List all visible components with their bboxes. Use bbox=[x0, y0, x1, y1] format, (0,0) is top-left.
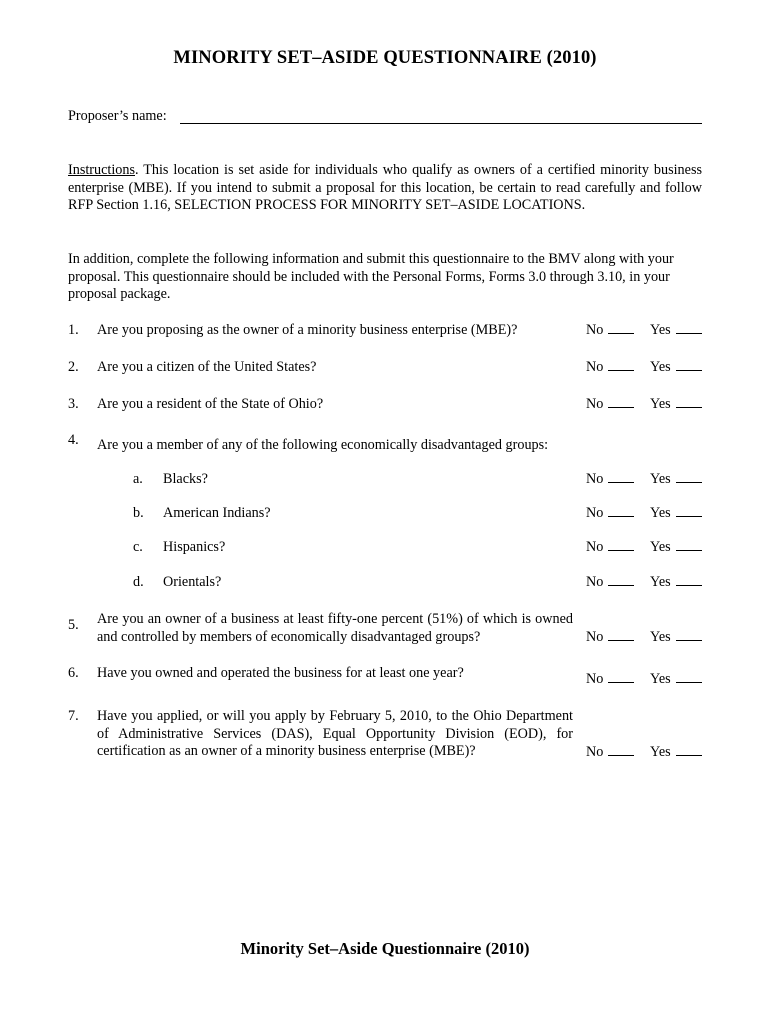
no-answer[interactable] bbox=[586, 505, 634, 522]
no-answer[interactable] bbox=[586, 471, 634, 488]
question-text: Are you an owner of a business at least fifty-one percent (51%) of which is owned and controlled by members of economically disadvantaged groups? bbox=[97, 611, 573, 645]
yes-label: Yes bbox=[650, 629, 671, 645]
no-blank[interactable] bbox=[608, 585, 634, 586]
group-letter: d. bbox=[133, 574, 144, 590]
yes-answer[interactable] bbox=[650, 322, 702, 339]
no-blank[interactable] bbox=[608, 640, 634, 641]
group-text: Blacks? bbox=[163, 471, 208, 487]
yes-answer[interactable] bbox=[650, 574, 702, 591]
instructions-heading: Instructions bbox=[68, 162, 135, 178]
no-answer[interactable] bbox=[586, 671, 634, 688]
no-answer[interactable] bbox=[586, 322, 634, 339]
question-number: 2. bbox=[68, 359, 79, 375]
yes-label: Yes bbox=[650, 539, 671, 555]
no-answer[interactable] bbox=[586, 744, 634, 761]
group-text: American Indians? bbox=[163, 505, 271, 521]
yes-label: Yes bbox=[650, 396, 671, 412]
question-text: Are you proposing as the owner of a minority business enterprise (MBE)? bbox=[97, 322, 518, 338]
no-blank[interactable] bbox=[608, 550, 634, 551]
yes-answer[interactable] bbox=[650, 671, 702, 688]
yes-blank[interactable] bbox=[676, 682, 702, 683]
yes-answer[interactable] bbox=[650, 744, 702, 761]
group-letter: b. bbox=[133, 505, 144, 521]
no-blank[interactable] bbox=[608, 370, 634, 371]
yes-blank[interactable] bbox=[676, 516, 702, 517]
yes-answer[interactable] bbox=[650, 629, 702, 646]
question-text: Have you owned and operated the business for at least one year? bbox=[97, 665, 464, 681]
yes-blank[interactable] bbox=[676, 585, 702, 586]
no-answer[interactable] bbox=[586, 629, 634, 646]
question-number: 4. bbox=[68, 432, 79, 448]
no-label: No bbox=[586, 322, 604, 338]
no-label: No bbox=[586, 744, 604, 760]
yes-answer[interactable] bbox=[650, 471, 702, 488]
footer-title: Minority Set–Aside Questionnaire (2010) bbox=[240, 939, 530, 958]
group-text: Orientals? bbox=[163, 574, 222, 590]
yes-label: Yes bbox=[650, 322, 671, 338]
group-letter: c. bbox=[133, 539, 143, 555]
question-number: 3. bbox=[68, 396, 79, 412]
no-label: No bbox=[586, 359, 604, 375]
no-answer[interactable] bbox=[586, 574, 634, 591]
yes-blank[interactable] bbox=[676, 482, 702, 483]
no-answer[interactable] bbox=[586, 396, 634, 413]
no-blank[interactable] bbox=[608, 516, 634, 517]
yes-label: Yes bbox=[650, 671, 671, 687]
no-label: No bbox=[586, 671, 604, 687]
group-text: Hispanics? bbox=[163, 539, 226, 555]
yes-label: Yes bbox=[650, 359, 671, 375]
proposer-name-label: Proposer’s name: bbox=[68, 108, 167, 124]
no-label: No bbox=[586, 574, 604, 590]
yes-answer[interactable] bbox=[650, 505, 702, 522]
question-number: 7. bbox=[68, 708, 79, 724]
no-blank[interactable] bbox=[608, 482, 634, 483]
group-letter: a. bbox=[133, 471, 143, 487]
question-text: Have you applied, or will you apply by February 5, 2010, to the Ohio Department of Administrative Services (DAS), Equal Opportunity Division (EOD), for certification as an owner of a minority business enterprise (MBE)? bbox=[97, 708, 573, 760]
question-text: Are you a citizen of the United States? bbox=[97, 359, 317, 375]
yes-blank[interactable] bbox=[676, 370, 702, 371]
addition-paragraph: In addition, complete the following information and submit this questionnaire to the BMV along with your proposal. This questionnaire should be included with the Personal Forms, Forms 3.0 through 3.10, in your proposal package. bbox=[68, 251, 674, 303]
question-text: Are you a member of any of the following economically disadvantaged groups: bbox=[97, 437, 549, 453]
question-number: 6. bbox=[68, 665, 79, 681]
yes-blank[interactable] bbox=[676, 640, 702, 641]
yes-answer[interactable] bbox=[650, 396, 702, 413]
no-blank[interactable] bbox=[608, 407, 634, 408]
no-blank[interactable] bbox=[608, 333, 634, 334]
yes-label: Yes bbox=[650, 574, 671, 590]
no-label: No bbox=[586, 396, 604, 412]
question-number: 5. bbox=[68, 617, 79, 633]
no-answer[interactable] bbox=[586, 359, 634, 376]
instructions-paragraph bbox=[68, 162, 702, 215]
yes-label: Yes bbox=[650, 744, 671, 760]
no-label: No bbox=[586, 471, 604, 487]
no-blank[interactable] bbox=[608, 682, 634, 683]
no-label: No bbox=[586, 505, 604, 521]
question-text: Are you a resident of the State of Ohio? bbox=[97, 396, 324, 412]
no-answer[interactable] bbox=[586, 539, 634, 556]
yes-answer[interactable] bbox=[650, 359, 702, 376]
yes-label: Yes bbox=[650, 471, 671, 487]
yes-blank[interactable] bbox=[676, 550, 702, 551]
no-label: No bbox=[586, 539, 604, 555]
yes-label: Yes bbox=[650, 505, 671, 521]
page-title: MINORITY SET–ASIDE QUESTIONNAIRE (2010) bbox=[173, 48, 597, 68]
no-blank[interactable] bbox=[608, 755, 634, 756]
proposer-name-field[interactable] bbox=[180, 123, 702, 124]
instructions-text: . This location is set aside for individuals who qualify as owners of a certified minority business enterprise (MBE). If you intend to submit a proposal for this location, be certain to read carefully and follow RFP Section 1.16, SELECTION PROCESS FOR MINORITY SET–ASIDE LOCATIONS. bbox=[68, 162, 702, 214]
yes-blank[interactable] bbox=[676, 755, 702, 756]
yes-blank[interactable] bbox=[676, 407, 702, 408]
question-number: 1. bbox=[68, 322, 79, 338]
no-label: No bbox=[586, 629, 604, 645]
yes-answer[interactable] bbox=[650, 539, 702, 556]
yes-blank[interactable] bbox=[676, 333, 702, 334]
